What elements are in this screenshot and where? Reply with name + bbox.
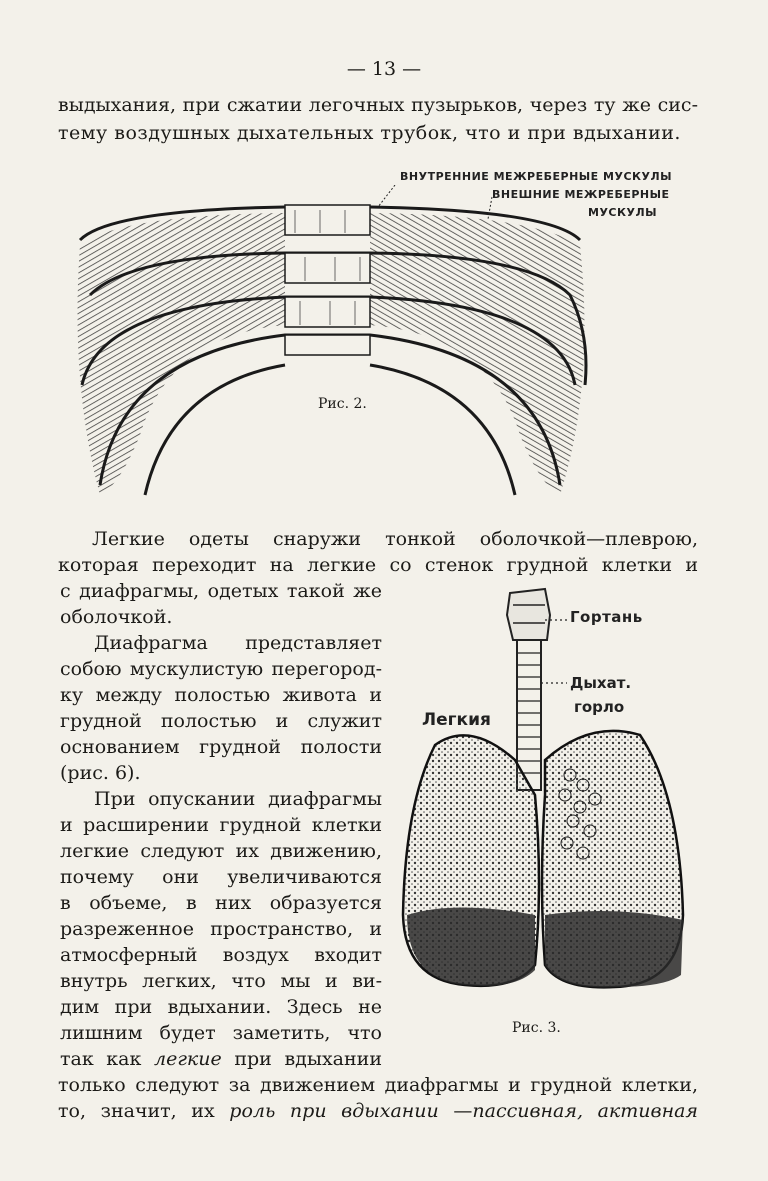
text-line: тему воздушных дыхательных трубок, что и при вдыхании.	[58, 122, 681, 144]
label-external-intercostal-2: МУСКУЛЫ	[588, 206, 658, 219]
text-line: легкие следуют их движению,	[60, 840, 382, 862]
text-line: атмосферный воздух входит	[60, 944, 382, 966]
italic-segment: пассивная, активная	[472, 1100, 698, 1122]
page-number: — 13 —	[346, 58, 422, 80]
label-trachea-2: горло	[574, 698, 625, 716]
text-line: Легкие одеты снаружи тонкой оболочкой—плеврою,	[92, 528, 698, 550]
larynx	[507, 589, 550, 640]
text-line: собою мускулистую перегород-	[60, 658, 382, 680]
text-line: почему они увеличиваются	[60, 866, 382, 888]
cartilage-2	[285, 253, 370, 283]
text-line: лишним будет заметить, что	[60, 1022, 382, 1044]
text-line: оболочкой.	[60, 606, 173, 628]
cartilage-4	[285, 335, 370, 355]
cartilage-3	[285, 297, 370, 327]
text-line: и расширении грудной клетки	[60, 814, 382, 836]
label-larynx: Гортань	[570, 608, 643, 626]
text-segment: —	[438, 1100, 473, 1122]
text-line: (рис. 6).	[60, 762, 141, 784]
text-line: основанием грудной полости	[60, 736, 382, 758]
rib-cage-illustration	[60, 185, 600, 515]
text-line: только следуют за движением диафрагмы и грудной клетки,	[58, 1074, 698, 1096]
text-line: в объеме, в них образуется	[60, 892, 382, 914]
figure3-caption: Рис. 3.	[512, 1020, 561, 1036]
text-line: При опускании диафрагмы	[94, 788, 382, 810]
text-line: которая переходит на легкие со стенок грудной клетки и	[58, 554, 698, 576]
label-external-intercostal: ВНЕШНИЕ МЕЖРЕБЕРНЫЕ	[492, 188, 670, 201]
rib-5	[145, 365, 285, 495]
italic-segment: роль при вдыхании	[229, 1100, 439, 1122]
text-line: разреженное пространство, и	[60, 918, 382, 940]
label-lungs: Легкия	[422, 710, 491, 730]
text-line: грудной полостью и служит	[60, 710, 382, 732]
text-line: внутрь легких, что мы и ви-	[60, 970, 382, 992]
label-trachea-1: Дыхат.	[570, 674, 632, 692]
cartilage-1	[285, 205, 370, 235]
text-segment: при вдыхании	[221, 1048, 382, 1070]
text-line	[58, 1098, 698, 1124]
text-segment: так как	[60, 1048, 154, 1070]
italic-segment: легкие	[153, 1048, 222, 1070]
text-line: Диафрагма представляет	[94, 632, 382, 654]
text-line: выдыхания, при сжатии легочных пузырьков, через ту же сис-	[58, 94, 698, 116]
text-line	[60, 1046, 382, 1072]
text-line: ку между полостью живота и	[60, 684, 382, 706]
text-line: с диафрагмы, одетых такой же	[60, 580, 382, 602]
text-segment: то, значит, их	[58, 1100, 230, 1122]
label-internal-intercostal: ВНУТРЕННИЕ МЕЖРЕБЕРНЫЕ МУСКУЛЫ	[400, 170, 673, 183]
rib-6	[370, 365, 515, 495]
figure2-caption: Рис. 2.	[318, 396, 367, 412]
lungs-illustration	[395, 585, 695, 1005]
text-line: дим при вдыхании. Здесь не	[60, 996, 382, 1018]
